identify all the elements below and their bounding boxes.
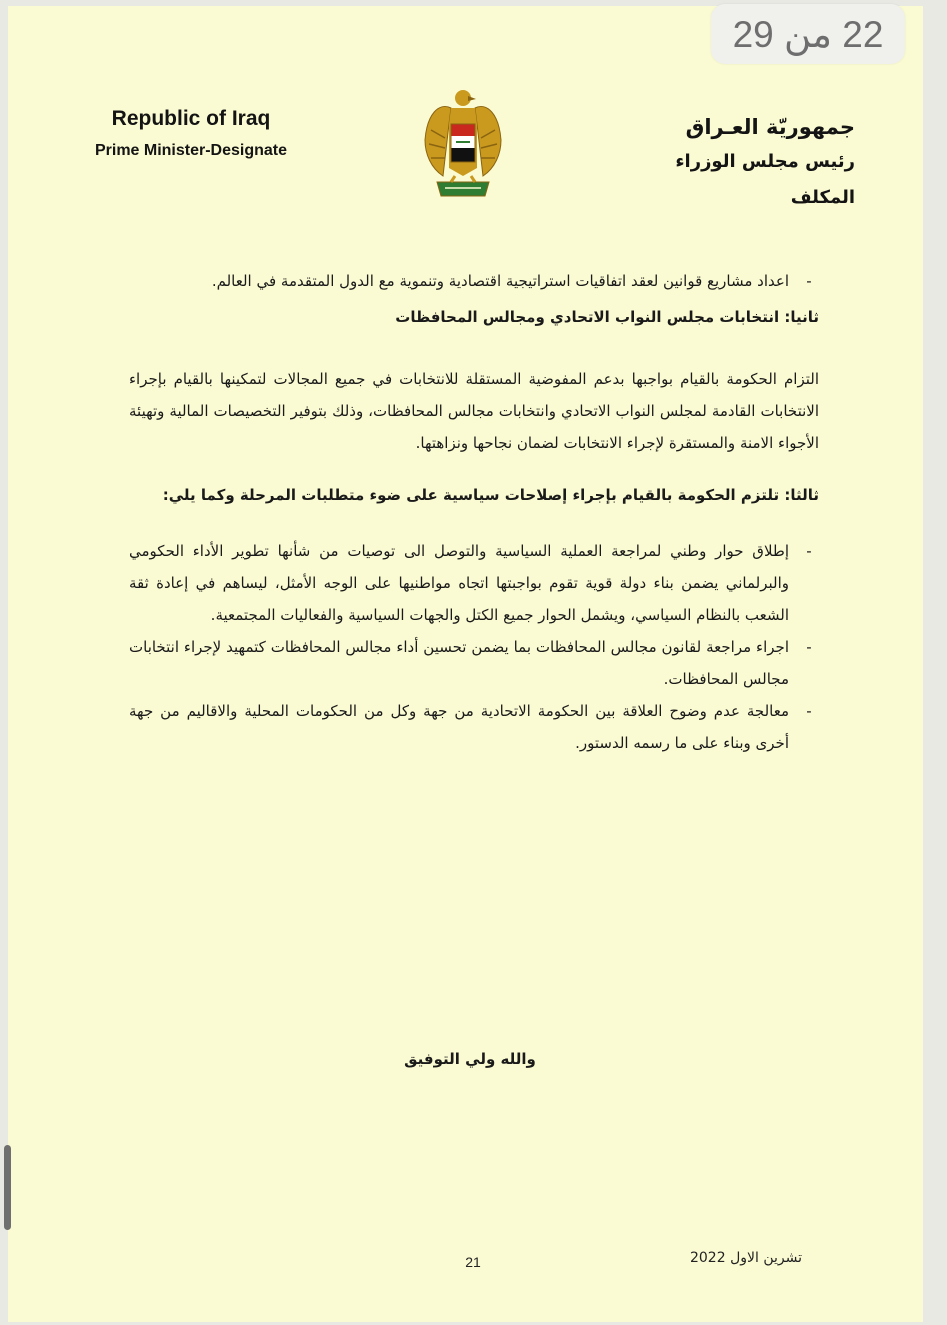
bullet-dash: -	[806, 702, 812, 720]
viewer-scrollbar[interactable]	[4, 1145, 11, 1230]
bullet-item	[129, 695, 819, 759]
bullet-text: اعداد مشاريع قوانين لعقد اتفاقيات استراتيجية اقتصادية وتنموية مع الدول المتقدمة في العالم.	[211, 272, 789, 290]
bullet-dash: -	[806, 542, 812, 560]
page-counter-text: 22 من 29	[732, 13, 884, 55]
bullet-dash: -	[806, 272, 812, 290]
section-heading: ثالثا: تلتزم الحكومة بالقيام بإجراء إصلاحات سياسية على ضوء متطلبات المرحلة وكما يلي:	[162, 486, 819, 504]
letterhead-english	[62, 104, 320, 168]
letterhead-arabic	[605, 110, 855, 216]
bullet-text: معالجة عدم وضوح العلاقة بين الحكومة الاتحادية من جهة وكل من الحكومات المحلية والاقاليم من جهة أخرى وبناء على ما رسمه الدستور.	[129, 702, 789, 752]
bullet-text: إطلاق حوار وطني لمراجعة العملية السياسية والتوصل الى توصيات من شأنها تطوير الأداء الحكومي والبرلماني يضمن بناء دولة قوية تقوم بواجبتها اتجاه مواطنيها على الوجه الأمثل، ليساهم في إعادة ثقة الشعب بالنظام السياسي، ويشمل الحوار جميع الكتل والجهات السياسية والفعاليات المجتمعية.	[129, 542, 789, 624]
bullet-item	[129, 631, 819, 695]
document-body	[129, 265, 819, 759]
letterhead-ar-country: جمهوريّة العـراق	[685, 115, 855, 139]
bullet-item	[129, 535, 819, 631]
closing-line: والله ولي التوفيق	[404, 1050, 536, 1068]
letterhead-en-country: Republic of Iraq	[111, 107, 271, 130]
page-counter-badge	[711, 4, 905, 64]
bullet-item	[129, 265, 819, 297]
section-heading: ثانيا: انتخابات مجلس النواب الاتحادي ومجالس المحافظات	[395, 308, 819, 326]
bullet-text: اجراء مراجعة لقانون مجالس المحافظات بما يضمن تحسين أداء مجالس المحافظات كتمهيد لإجراء انتخابات مجالس المحافظات.	[129, 638, 789, 688]
letterhead-en-office: Prime Minister-Designate	[94, 142, 288, 159]
letterhead-ar-office: رئيس مجلس الوزراء المكلف	[675, 151, 855, 208]
section-paragraph: التزام الحكومة بالقيام بواجبها بدعم المفوضية المستقلة للانتخابات في جميع المجالات لتمكينها بالقيام بإجراء الانتخابات القادمة لمجلس النواب الاتحادي وانتخابات مجالس المحافظات، وذلك بتوفير التخصيصات المالية وتهيئة الأجواء الامنة والمستقرة لإجراء الانتخابات لضمان نجاحها ونزاهتها.	[129, 370, 819, 452]
footer-date: تشرين الاول 2022	[689, 1250, 802, 1266]
iraq-eagle-emblem-icon	[421, 84, 505, 206]
bullet-dash: -	[806, 638, 812, 656]
footer-page-number: 21	[465, 1254, 481, 1270]
